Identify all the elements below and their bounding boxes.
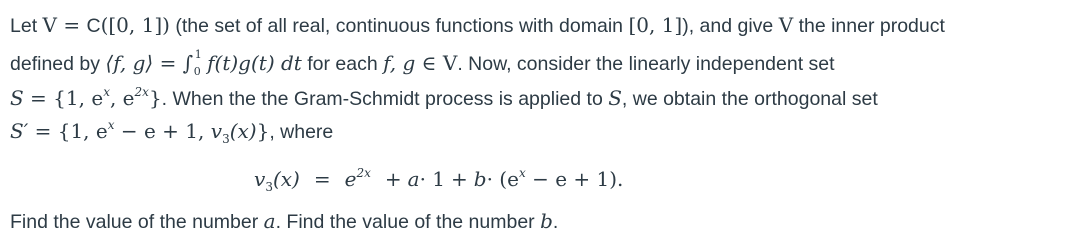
problem-line-2	[10, 48, 835, 78]
text-segment: (the set of all real, continuous functions with domain	[169, 15, 629, 37]
math-superscript: x	[103, 85, 110, 99]
integral-upper-limit: 1	[194, 48, 202, 61]
math-set-close: }	[148, 86, 162, 110]
question-line	[10, 209, 558, 234]
math-b: b	[540, 209, 553, 233]
integral-sign	[182, 48, 202, 78]
math-set: = {1, e	[28, 119, 108, 143]
integral-lower-limit: 0	[193, 65, 201, 78]
text-segment: Find the value of the number	[10, 211, 264, 233]
math-fg: f, g	[383, 51, 416, 75]
math-b: b	[473, 167, 487, 191]
math-equals: =	[56, 13, 87, 37]
math-subscript: 3	[222, 132, 230, 146]
problem-line-1	[10, 13, 945, 38]
math-interval: [0, 1]	[628, 13, 683, 37]
text-segment: the inner product	[793, 15, 945, 37]
text-segment: , where	[269, 121, 334, 143]
math-inner-product: ⟨f, g⟩	[105, 51, 154, 75]
integral-symbol: ∫	[182, 51, 194, 75]
math-arg: (x)	[272, 167, 300, 191]
math-v: v	[254, 167, 266, 191]
text-segment: Let	[10, 15, 43, 37]
text-segment: .	[552, 211, 559, 233]
math-superscript: 2x	[356, 166, 371, 180]
math-plus: +	[451, 167, 468, 191]
text-segment: . When the the Gram-Schmidt process is applied to	[161, 88, 609, 110]
problem-line-4	[10, 119, 333, 146]
math-subscript: 3	[265, 180, 273, 194]
math-superscript: 2x	[134, 85, 149, 99]
text-segment: . Now, consider the linearly independent set	[457, 53, 835, 75]
math-superscript: x	[107, 118, 115, 132]
problem-line-3	[10, 86, 878, 113]
math-V: V	[778, 13, 794, 37]
math-times-one: · 1	[419, 167, 446, 191]
math-integrand: f(t)g(t) dt	[207, 51, 302, 75]
math-equals: =	[153, 51, 183, 75]
math-v: v	[210, 119, 223, 143]
math-tail: − e + 1).	[525, 167, 624, 191]
math-set: = {1, e	[23, 86, 104, 110]
math-plus: +	[384, 167, 402, 191]
math-arg: (x)	[229, 119, 257, 143]
math-a: a	[263, 209, 276, 233]
math-equals: =	[313, 167, 331, 191]
math-S: S	[10, 86, 24, 110]
math-element-of: ∈	[415, 51, 443, 75]
math-set: , e	[109, 86, 135, 110]
math-S-prime: S′	[10, 119, 29, 143]
math-set-close: }	[256, 119, 270, 143]
math-C: C	[86, 15, 101, 37]
text-segment: defined by	[10, 53, 106, 75]
math-S: S	[608, 86, 622, 110]
math-a: a	[407, 167, 420, 191]
math-set: − e + 1,	[114, 119, 211, 143]
text-segment: , we obtain the orthogonal set	[621, 88, 878, 110]
math-superscript: x	[518, 166, 526, 180]
math-V: V	[42, 13, 57, 37]
text-segment: for each	[301, 53, 384, 75]
math-e: e	[344, 167, 357, 191]
math-V: V	[442, 51, 458, 75]
text-segment: . Find the value of the number	[275, 211, 541, 233]
math-times-paren: · (e	[486, 167, 519, 191]
text-segment: ), and give	[682, 15, 779, 37]
math-interval: ([0, 1])	[100, 13, 170, 37]
display-equation	[254, 167, 623, 194]
